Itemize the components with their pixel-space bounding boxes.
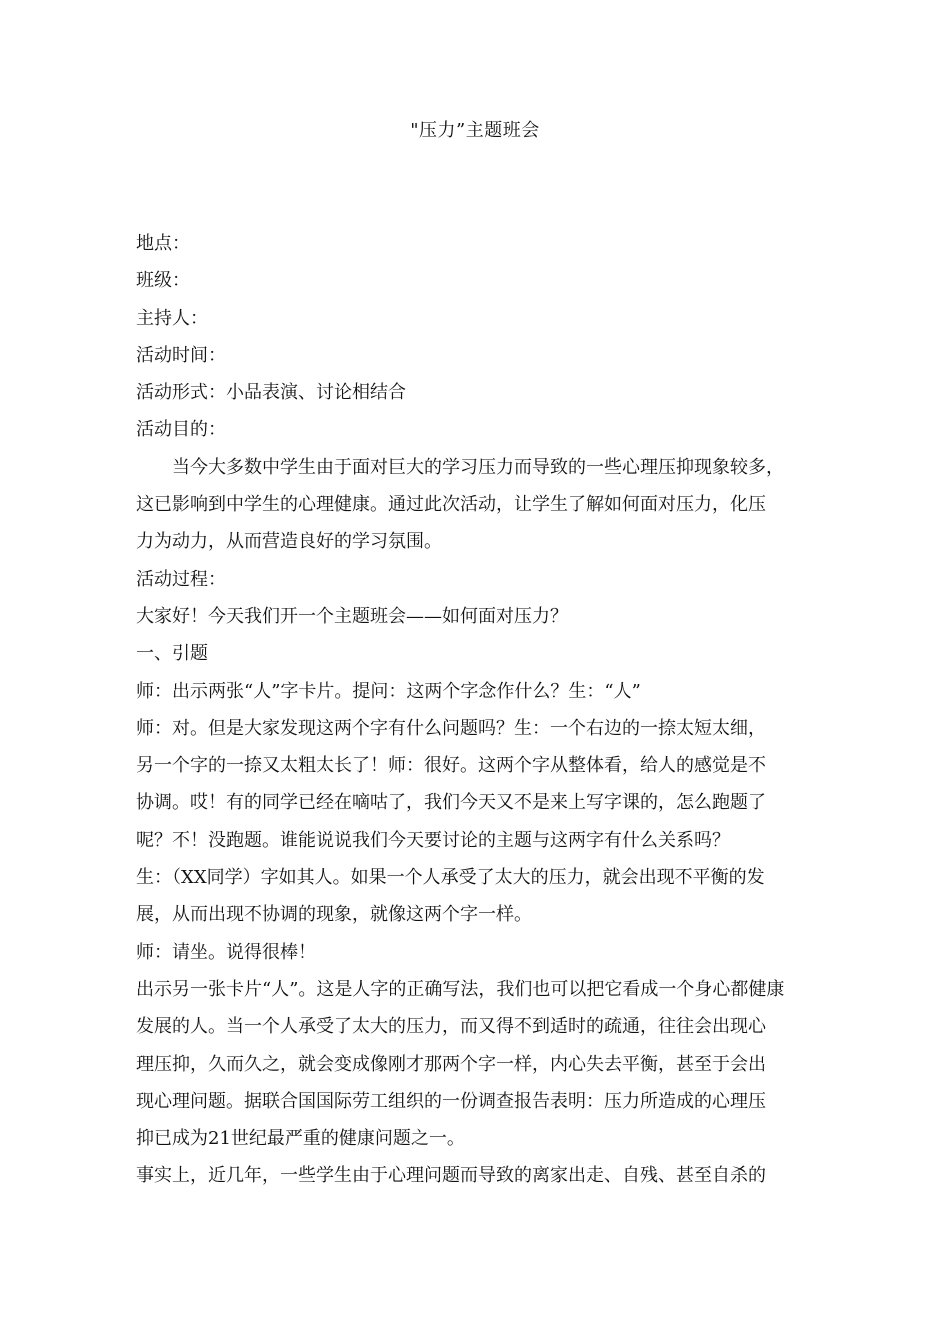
- text-line: 力为动力，从而营造良好的学习氛围。: [136, 531, 442, 553]
- text-line: 一、引题: [136, 643, 208, 665]
- text-line: 展，从而出现不协调的现象，就像这两个字一样。: [136, 904, 532, 926]
- text-line: 这已影响到中学生的心理健康。通过此次活动，让学生了解如何面对压力，化压: [136, 494, 766, 516]
- text-line: 活动目的：: [136, 419, 226, 441]
- text-line: 活动过程：: [136, 568, 226, 590]
- document-title: "压力”主题班会: [410, 120, 540, 141]
- text-line: 地点：: [136, 233, 190, 254]
- text-line: 现心理问题。据联合国国际劳工组织的一份调查报告表明：压力所造成的心理压: [136, 1090, 766, 1112]
- text-line: 活动形式：小品表演、讨论相结合: [136, 382, 406, 404]
- text-line: 另一个字的一捺又太粗太长了！师：很好。这两个字从整体看，给人的感觉是不: [136, 755, 766, 777]
- text-line: 抑已成为21世纪最严重的健康问题之一。: [136, 1128, 465, 1150]
- document-body: [136, 225, 826, 1195]
- text-line: 班级：: [136, 270, 190, 292]
- text-line: 师：请坐。说得很棒！: [136, 941, 316, 963]
- text-line: 生：（XX同学）字如其人。如果一个人承受了太大的压力，就会出现不平衡的发: [136, 867, 765, 889]
- text-line: 当今大多数中学生由于面对巨大的学习压力而导致的一些心理压抑现象较多，: [172, 456, 784, 478]
- text-line: 理压抑，久而久之，就会变成像刚才那两个字一样，内心失去平衡，甚至于会出: [136, 1053, 766, 1075]
- text-line: 事实上，近几年，一些学生由于心理问题而导致的离家出走、自残、甚至自杀的: [136, 1165, 766, 1187]
- text-line: 师：出示两张“人”字卡片。提问：这两个字念作什么？生：“人”: [136, 680, 641, 702]
- text-line: 主持人：: [136, 307, 208, 329]
- text-line: 出示另一张卡片“人”。这是人字的正确写法，我们也可以把它看成一个身心都健康: [136, 978, 785, 1000]
- text-line: 协调。哎！有的同学已经在嘀咕了，我们今天又不是来上写字课的，怎么跑题了: [136, 792, 766, 814]
- text-line: 师：对。但是大家发现这两个字有什么问题吗？生：一个右边的一捺太短太细，: [136, 717, 766, 739]
- text-line: 活动时间：: [136, 344, 226, 366]
- text-line: 大家好！今天我们开一个主题班会——如何面对压力？: [136, 605, 568, 627]
- text-line: 发展的人。当一个人承受了太大的压力，而又得不到适时的疏通，往往会出现心: [136, 1016, 766, 1038]
- text-line: 呢？不！没跑题。谁能说说我们今天要讨论的主题与这两字有什么关系吗？: [136, 829, 730, 851]
